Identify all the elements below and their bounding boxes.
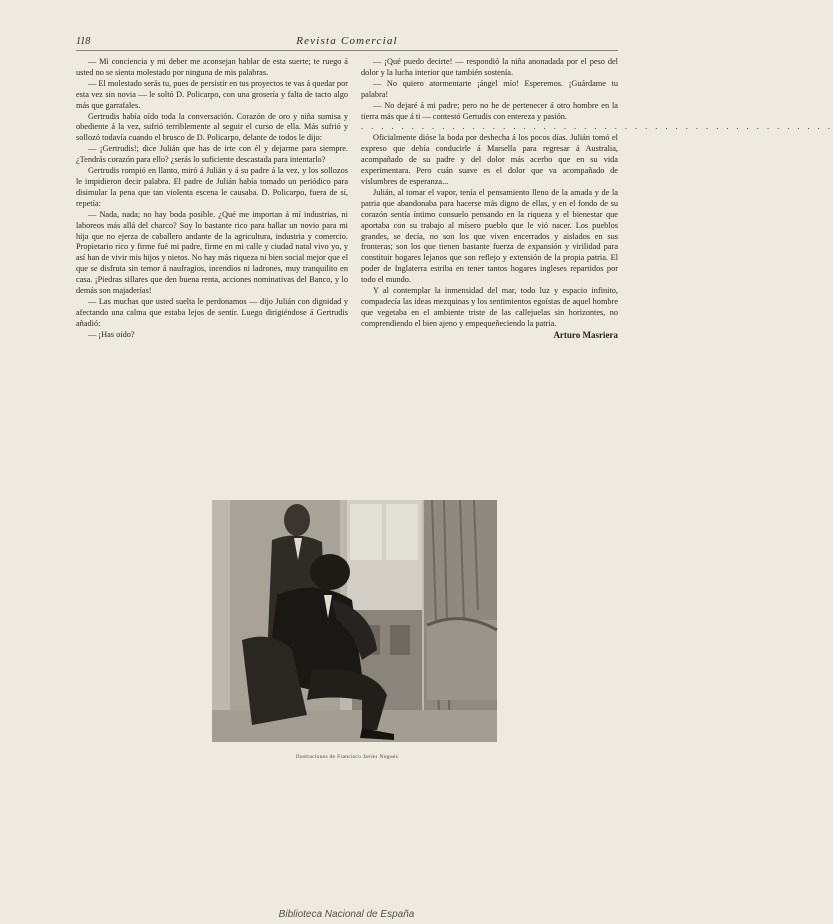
paragraph: Y al contemplar la inmensidad del mar, todo luz y espacio infinito, compadecía las ideas mezquinas y los sentimientos egoístas de aquel hombre que vegetaba en el ambiente triste de las callejuelas sin horizontes, no comprendiendo el bien ajeno y empequeñeciendo la patria. [361, 286, 618, 328]
left-column [76, 57, 348, 341]
paragraph: Oficialmente dióse la boda por deshecha á los pocos días. Julián tomó el expreso que debía conducirle á Marsella para regresar á Australia, acompañado de su padre y del dolor más acerbo que en su vida experimentara. Pero cuán suave es el dolor que va acompañado de vislumbres de esperanza... [361, 133, 618, 186]
paragraph: — Las muchas que usted suelta le perdonamos — dijo Julián con dignidad y afectando una calma que estaba lejos de sentir. Luego dirigiéndose á Gertrudis añadió: [76, 296, 348, 328]
paragraph: — Mi conciencia y mi deber me aconsejan hablar de esta suerte; te ruego á usted no se sienta molestado por ninguna de mis palabras. [76, 57, 348, 77]
paragraph: — El molestado serás tu, pues de persistir en tus proyectos te vas á quedar por esta vez sin novia — le soltó D. Policarpo, con una grosería y falta de tacto algo más que garrafales. [76, 78, 348, 110]
page-number: 118 [76, 36, 91, 47]
paragraph: — Nada, nada; no hay boda posible. ¿Qué me importan á mí industrias, ni laboreos más allá del charco? Soy lo bastante rico para hallar un novio para mi hija que no ejerza de caballero andante de la agricultura, industria y comercio. Propietario rico y firme fué mi padre, firme en mi calle y ciudad natal vivo yo, y así han de vivir mis hijos y nietos. No hay más riqueza ni bien social mejor que el que se disfruta sin temor á naufragios, incendios ni ladrones, muy tranquilito en casa. ¡Piedras sillares que den buena renta, acciones nominativas del Banco, y lo demás son majaderías! [76, 209, 348, 296]
paragraph: — ¡Gertrudis!; dice Julián que has de irte con él y dejarme para siempre. ¿Tendrás corazón para ello? ¿serás lo suficiente descastada para intentarlo? [76, 144, 348, 165]
illustration [212, 500, 497, 742]
paragraph: Julián, al tomar el vapor, tenía el pensamiento lleno de la amada y de la patria que abandonaba para hacerse más digno de ellas, y en el fondo de su corazón sentía íntimo consuelo pensando en la riqueza y el bienestar que aportaba con su trabajo al mísero pueblo que le vió nacer. Los pueblos grandes, se decía, no son los que viven encerrados y aislados en sus fronteras; son los que tienen bastante fuerza de expansión y virilidad para constituir hogares lejanos que son reflejo y extensión de la propia patria. El poder de Inglaterra estriba en tener tantos hogares ingleses repartidos por todo el mundo. [361, 187, 618, 285]
section-break-dots: . . . . . . . . . . . . . . . . . . . . . . . . . . . . . . . . . . . . . . . . . . . . . . . [361, 122, 833, 132]
illustration-drawing [212, 500, 497, 742]
paragraph: Gertrudis había oído toda la conversación. Corazón de oro y niña sumisa y obediente á la vez, sufrió terriblemente al seguir el curso de ella. Más sufrió y sollozó todavía cuando el brusco de D. Policarpo, delante de todos le dijo: [76, 111, 348, 143]
header-rule [76, 50, 618, 51]
paragraph: — ¡Has oído? [88, 329, 135, 339]
paragraph: Gertrudis rompió en llanto, miró á Julián y á su padre á la vez, y los sollozos le impidieron decir palabra. El padre de Julián había tomado un periódico para disimular la pena que tan violenta escena le causaba. D. Policarpo, fuera de sí, repetía: [76, 166, 348, 208]
library-watermark: Biblioteca Nacional de España [278, 909, 415, 920]
right-column [361, 57, 833, 341]
page-header [76, 36, 618, 50]
paragraph: — ¡Qué puedo decirte! — respondió la niña anonadada por el peso del dolor y la lucha interior que también sostenía. [361, 57, 618, 77]
author-signature: Arturo Masriera [553, 329, 618, 340]
illustration-caption: Ilustraciones de Francisco Javier Nogués [295, 754, 399, 760]
running-title: Revista Comercial [296, 35, 398, 47]
paragraph: — No quiero atormentarte ¡ángel mío! Esperemos. ¡Guárdame tu palabra! [361, 78, 618, 99]
paragraph: — No dejaré á mi padre; pero no he de pertenecer á otro hombre en la tierra más que á ti — contestó Gertudis con entereza y pasión. [361, 100, 618, 121]
